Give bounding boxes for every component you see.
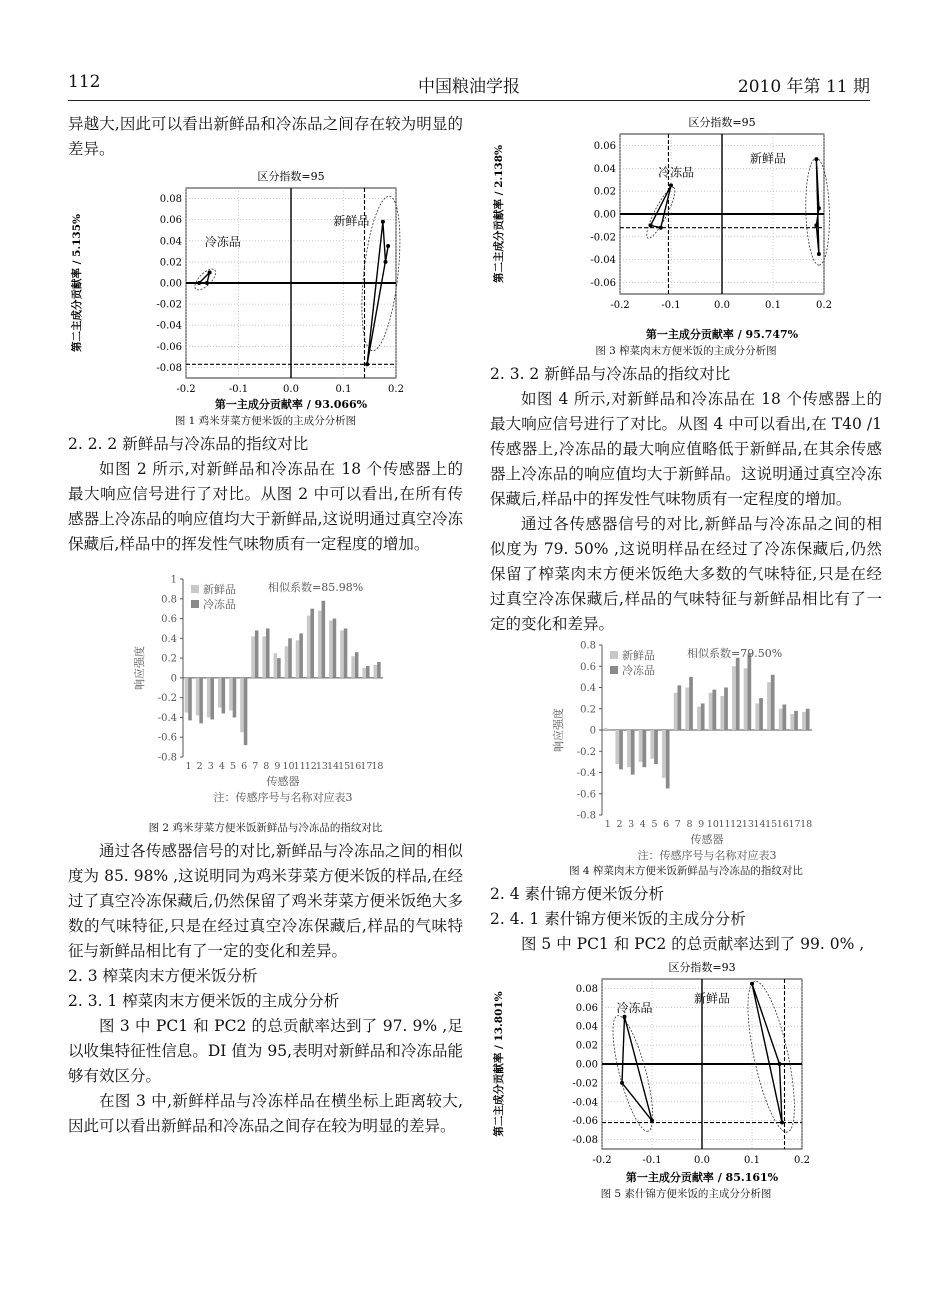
section-2-2-2-paragraph: 如图 2 所示,对新鲜品和冷冻品在 18 个传感器上的最大响应信号进行了对比。从图 2 中可以看出,在所有传感器上冷冻品的响应值均大于新鲜品,这说明通过真空冷冻保藏后,样品中的挥发性气味物质有一定程度的增加。 [68,460,463,553]
bar-冷冻品 [188,678,192,721]
x-tick-label: 0.1 [744,1155,760,1166]
y-tick-label: -0.06 [590,278,616,290]
bar-冷冻品 [199,678,203,723]
x-tick-label: 1 [185,761,192,772]
y-tick-label: 0.6 [161,614,177,626]
bar-冷冻品 [642,730,646,767]
fig2-bar-chart [68,571,463,811]
bar-冷冻品 [322,601,326,678]
bar-新鲜品 [650,730,654,759]
x-axis-label: 第一主成分贡献率 / 85.161% [625,1171,779,1184]
y-tick-label: 0.06 [593,140,616,152]
chart-title: 相似系数=79.50% [687,647,783,660]
x-axis-label: 传感器 [690,833,724,846]
right-column [490,112,882,1205]
y-tick-label: -0.2 [576,746,596,758]
running-header [68,70,870,101]
y-tick-label: 0.4 [580,683,596,694]
y-axis-label: 响应强度 [133,646,146,690]
y-tick-label: -0.02 [590,232,616,244]
fig5-pca-chart [490,957,882,1185]
section-2-3-1-paragraph-2: 在图 3 中,新鲜样品与冷冻样品在横坐标上距离较大,因此可以看出新鲜品和冷冻品之间存在较为明显的差异。 [68,1092,463,1135]
y-tick-label: -0.06 [156,341,182,353]
y-tick-label: 0.8 [161,594,177,606]
x-tick-label: 11 [293,761,306,772]
bar-新鲜品 [744,668,748,730]
bar-冷冻品 [366,666,370,678]
bar-冷冻品 [736,658,740,730]
y-tick-label: -0.04 [572,1097,598,1109]
y-axis-label: 响应强度 [552,708,565,752]
x-tick-label: 18 [800,819,813,830]
x-tick-label: -0.2 [592,1155,612,1166]
fig1-pca-chart [68,162,463,412]
x-tick-label: 14 [326,761,340,772]
x-tick-label: 11 [718,819,731,830]
bar-冷冻品 [782,705,786,731]
bar-新鲜品 [720,696,724,730]
x-tick-label: 6 [241,761,248,772]
legend-label: 冷冻品 [622,664,655,677]
cluster-polygon-0 [622,1017,652,1121]
y-tick-label: -0.02 [572,1078,598,1090]
bar-冷冻品 [724,688,728,731]
x-tick-label: 0.2 [794,1155,810,1166]
data-point [814,157,818,161]
x-tick-label: 0.2 [816,300,832,311]
bar-新鲜品 [318,611,322,678]
bar-新鲜品 [374,665,378,678]
chart-title: 区分指数=95 [257,170,325,183]
bar-冷冻品 [654,730,658,764]
section-2-3-1-paragraph-1: 图 3 中 PC1 和 PC2 的总贡献率达到了 97. 9% ,足以收集特征性信息。DI 值为 95,表明对新鲜品和冷冻品能够有效区分。 [68,1017,463,1085]
bar-冷冻品 [759,698,763,730]
chart-note: 注：传感序号与名称对应表3 [213,791,353,804]
bar-新鲜品 [662,730,666,778]
x-tick-label: 5 [651,819,658,830]
x-tick-label: 15 [765,819,778,830]
x-tick-label: 2 [196,761,203,772]
bar-冷冻品 [355,652,359,678]
y-tick-label: -0.2 [157,693,177,705]
x-tick-label: 8 [686,819,693,830]
cluster-ellipse-0 [192,266,219,294]
figure-2-caption: 图 2 鸡米芽菜方便米饭新鲜品与冷冻品的指纹对比 [148,822,383,834]
chart-title: 相似系数=85.98% [268,581,364,594]
y-tick-label: 0.00 [593,209,616,221]
x-tick-label: 0.2 [388,384,404,395]
bar-新鲜品 [340,630,344,677]
bar-新鲜品 [251,636,255,678]
x-tick-label: 3 [207,761,214,772]
bar-新鲜品 [709,693,713,730]
x-tick-label: 0.1 [765,300,781,311]
bar-冷冻品 [806,709,810,730]
figure-3-caption: 图 3 榨菜肉末方便米饭的主成分分析图 [595,345,777,357]
bar-冷冻品 [677,685,681,730]
bar-新鲜品 [790,714,794,730]
bar-新鲜品 [685,688,689,731]
y-tick-label: -0.8 [576,810,596,822]
bar-冷冻品 [666,730,670,788]
x-tick-label: 13 [315,761,328,772]
x-tick-label: 0.0 [714,300,730,311]
bar-冷冻品 [794,711,798,730]
data-point [365,362,369,366]
y-tick-label: -0.4 [157,712,177,724]
x-tick-label: 4 [639,819,646,830]
y-tick-label: -0.6 [157,732,177,744]
figure-4 [490,637,882,878]
bar-新鲜品 [185,678,189,713]
x-tick-label: 2 [616,819,623,830]
y-tick-label: 0.04 [159,236,182,248]
cluster-polygon-1 [367,222,388,365]
data-point [386,244,390,248]
legend-swatch [610,651,618,659]
bar-新鲜品 [207,678,211,718]
bar-新鲜品 [296,640,300,678]
x-tick-label: 10 [706,819,719,830]
bar-冷冻品 [712,690,716,730]
x-tick-label: 17 [788,819,801,830]
figure-1 [68,162,463,428]
x-tick-label: 0.0 [283,384,299,395]
bar-冷冻品 [631,730,635,775]
data-point [778,1062,782,1066]
x-tick-label: 14 [753,819,766,830]
figure-3 [490,112,882,358]
y-tick-label: 0.02 [159,257,182,269]
x-tick-label: 9 [698,819,705,830]
series-label: 冷冻品 [204,235,241,250]
x-tick-label: 12 [304,761,317,772]
x-tick-label: 8 [263,761,270,772]
y-axis-label: 第二主成分贡献率 / 5.135% [71,213,83,353]
cluster-ellipse-1 [738,978,804,1136]
bar-新鲜品 [674,693,678,730]
bar-新鲜品 [307,616,311,678]
data-point [205,281,209,285]
data-point [659,226,663,230]
section-2-3-2-paragraph-1: 如图 4 所示,对新鲜品和冷冻品在 18 个传感器上的最大响应信号进行了对比。从图 4 中可以看出,在 T40 /1 传感器上,冷冻品的最大响应值略低于新鲜品,在其余传感器上冷冻品的响应值均大于新鲜品。这说明通过真空冷冻保藏后,样品中的挥发性气味物质有一定程度的增加。 [490,390,882,508]
x-tick-label: 16 [349,761,362,772]
x-tick-label: 15 [338,761,351,772]
bar-新鲜品 [627,730,631,767]
figure-2 [68,571,463,835]
bar-新鲜品 [755,703,759,730]
bar-冷冻品 [607,730,611,731]
series-label: 冷冻品 [616,1001,653,1016]
bar-新鲜品 [779,709,783,730]
bar-冷冻品 [619,730,623,769]
y-tick-label: -0.04 [590,255,616,267]
x-tick-label: 1 [604,819,611,830]
data-point [817,206,821,210]
y-tick-label: 0.08 [159,194,182,206]
bar-冷冻品 [277,658,281,678]
bar-新鲜品 [767,682,771,730]
x-tick-label: -0.2 [176,384,196,395]
data-point [208,270,212,274]
figure-4-caption: 图 4 榨菜肉末方便米饭新鲜品与冷冻品的指纹对比 [569,865,803,877]
y-tick-label: 0.2 [580,704,596,716]
y-tick-label: 0 [170,673,177,685]
x-tick-label: 18 [371,761,384,772]
x-tick-label: 0.0 [694,1155,710,1166]
y-tick-label: 0.08 [575,983,598,995]
y-tick-label: -0.08 [156,362,182,374]
y-tick-label: 1 [170,574,177,586]
series-label: 新鲜品 [693,991,731,1006]
legend-label: 新鲜品 [203,583,236,596]
bar-新鲜品 [262,636,266,678]
y-tick-label: 0.04 [593,163,616,175]
data-point [384,260,388,264]
x-tick-label: 6 [663,819,670,830]
bar-新鲜品 [697,707,701,730]
y-tick-label: 0.02 [575,1040,598,1052]
chart-title: 区分指数=93 [668,961,736,974]
data-point [623,1015,627,1019]
journal-title: 中国粮油学报 [418,77,520,97]
y-tick-label: 0.06 [159,215,182,227]
y-axis-label: 第二主成分贡献率 / 2.138% [493,144,505,284]
y-tick-label: -0.08 [572,1135,598,1147]
section-2-3-2-title: 2. 3. 2 新鲜品与冷冻品的指纹对比 [490,365,731,383]
x-tick-label: 12 [730,819,743,830]
legend-label: 新鲜品 [622,649,655,662]
data-point [817,252,821,256]
y-tick-label: -0.8 [157,752,177,764]
data-point [197,281,201,285]
y-tick-label: -0.02 [156,299,182,311]
series-label: 冷冻品 [658,165,695,180]
data-point [814,223,818,227]
data-point [780,1121,784,1125]
legend-label: 冷冻品 [203,598,236,611]
section-2-3-title: 2. 3 榨菜肉末方便米饭分析 [68,967,258,985]
x-tick-label: 3 [628,819,635,830]
section-2-2-2-title: 2. 2. 2 新鲜品与冷冻品的指纹对比 [68,435,309,453]
data-point [381,220,385,224]
y-tick-label: 0.4 [161,633,177,645]
paragraph-intro: 异越大,因此可以看出新鲜品和冷冻品之间存在较为明显的差异。 [68,115,463,158]
cluster-ellipse-0 [642,185,679,241]
bar-新鲜品 [351,656,355,678]
series-label: 新鲜品 [749,151,786,166]
x-tick-label: 7 [252,761,259,772]
bar-冷冻品 [255,630,259,677]
x-axis-label: 传感器 [266,775,300,788]
bar-冷冻品 [222,678,226,714]
figure-5 [490,957,882,1201]
y-tick-label: 0.06 [575,1002,598,1014]
figure-1-caption: 图 1 鸡米芽菜方便米饭的主成分分析图 [174,415,357,427]
bar-冷冻品 [747,654,751,731]
bar-新鲜品 [362,668,366,678]
fig3-pca-chart [490,112,882,342]
x-tick-label: 13 [741,819,754,830]
bar-新鲜品 [732,666,736,730]
x-axis-label: 第一主成分贡献率 / 93.066% [214,398,368,411]
bar-冷冻品 [210,678,214,720]
x-axis-label: 第一主成分贡献率 / 95.747% [645,328,799,341]
issue-label: 2010 年第 11 期 [737,77,870,97]
page-number: 112 [68,72,101,92]
x-tick-label: -0.1 [642,1155,662,1166]
legend-swatch [610,666,618,674]
y-tick-label: 0.2 [161,653,177,665]
section-2-3-2-paragraph-2: 通过各传感器信号的对比,新鲜品与冷冻品之间的相似度为 79. 50% ,这说明样品在经过了冷冻保藏后,仍然保留了榨菜肉末方便米饭绝大多数的气味特征,只是在经过真空冷冻保藏后,样品的气味特征与新鲜品相比有了一定的变化和差异。 [490,515,882,633]
x-tick-label: 7 [674,819,681,830]
series-label: 新鲜品 [333,213,370,228]
bar-冷冻品 [701,703,705,730]
bar-冷冻品 [244,678,248,745]
left-column [68,112,463,1139]
bar-新鲜品 [274,653,278,678]
bar-新鲜品 [615,730,619,764]
section-2-4-1-title: 2. 4. 1 素什锦方便米饭的主成分分析 [490,910,746,928]
bar-冷冻品 [771,675,775,730]
data-point [669,183,673,187]
data-point [650,1119,654,1123]
bar-新鲜品 [229,678,233,711]
bar-冷冻品 [233,678,237,718]
x-tick-label: 17 [360,761,373,772]
section-2-4-title: 2. 4 素什锦方便米饭分析 [490,885,665,903]
bar-新鲜品 [196,678,200,716]
x-tick-label: -0.1 [661,300,681,311]
bar-冷冻品 [377,662,381,678]
chart-title: 区分指数=95 [688,116,756,129]
data-point [750,982,754,986]
bar-冷冻品 [310,609,314,678]
y-tick-label: -0.06 [572,1116,598,1128]
x-tick-label: 9 [274,761,281,772]
y-tick-label: -0.6 [576,789,596,801]
bar-冷冻品 [689,677,693,730]
bar-冷冻品 [299,633,303,678]
y-tick-label: 0.6 [580,661,596,673]
section-2-3-1-title: 2. 3. 1 榨菜肉末方便米饭的主成分分析 [68,992,340,1010]
figure-5-caption: 图 5 素什锦方便米饭的主成分分析图 [600,1188,772,1200]
bar-冷冻品 [266,628,270,677]
y-axis-label: 第二主成分贡献率 / 13.801% [493,991,505,1137]
y-tick-label: 0.8 [580,640,596,652]
chart-note: 注：传感序号与名称对应表3 [637,849,777,862]
bar-新鲜品 [218,678,222,708]
y-tick-label: 0 [589,725,596,737]
bar-冷冻品 [333,619,337,678]
bar-新鲜品 [240,678,244,732]
fig4-bar-chart [490,637,882,862]
data-point [649,223,653,227]
bar-新鲜品 [604,728,608,730]
y-tick-label: 0.02 [593,186,616,198]
section-2-4-1-paragraph: 图 5 中 PC1 和 PC2 的总贡献率达到了 99. 0% , [521,935,865,953]
y-tick-label: 0.00 [159,278,182,290]
legend-swatch [191,600,199,608]
x-tick-label: 10 [282,761,295,772]
bar-冷冻品 [288,638,292,678]
bar-新鲜品 [329,621,333,678]
y-tick-label: 0.00 [575,1059,598,1071]
bar-新鲜品 [802,712,806,730]
x-tick-label: 5 [229,761,237,772]
legend-swatch [191,585,199,593]
y-tick-label: -0.04 [156,320,182,332]
data-point [620,1081,624,1085]
x-tick-label: 16 [776,819,789,830]
x-tick-label: -0.1 [228,384,249,395]
bar-新鲜品 [639,730,643,762]
bar-新鲜品 [285,646,289,678]
cluster-ellipse-0 [605,1012,661,1134]
bar-冷冻品 [344,628,348,677]
y-tick-label: 0.04 [575,1021,598,1033]
y-tick-label: -0.4 [576,768,596,779]
x-tick-label: 4 [218,761,225,772]
x-tick-label: 0.1 [335,384,352,395]
paragraph-similarity: 通过各传感器信号的对比,新鲜品与冷冻品之间的相似度为 85. 98% ,这说明同为鸡米芽菜方便米饭的样品,在经过了真空冷冻保藏后,仍然保留了鸡米芽菜方便米饭绝大多数的气味特征,只是在经过真空冷冻保藏后,样品的气味特征与新鲜品相比有了一定的变化和差异。 [68,842,463,960]
x-tick-label: -0.2 [610,300,630,311]
